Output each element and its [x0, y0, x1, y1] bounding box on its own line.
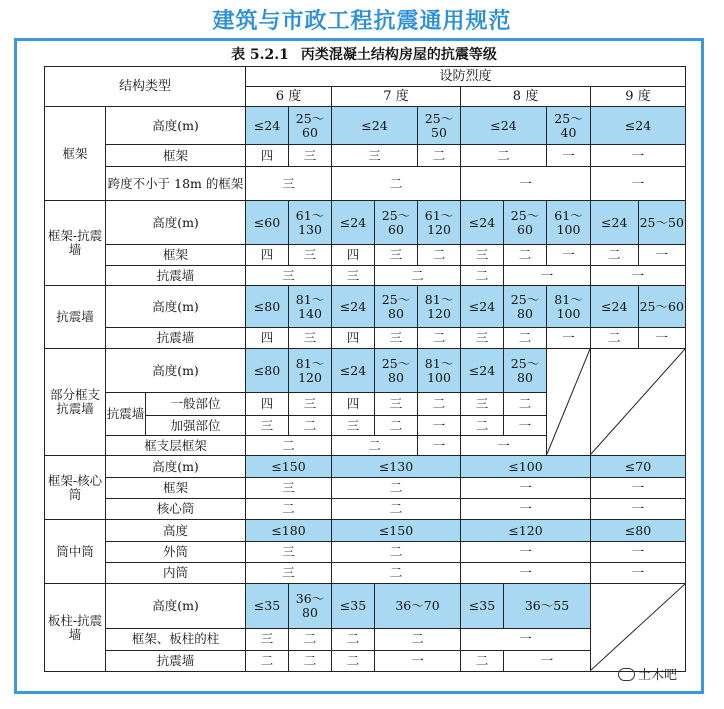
grade-cell: 一: [547, 145, 591, 167]
height-cell: 61～130: [289, 201, 332, 245]
grade-cell: 一: [504, 416, 547, 436]
height-cell: ≤80: [246, 286, 289, 328]
grade-cell: 一: [461, 629, 591, 650]
row-label-frame: 框架: [106, 478, 246, 499]
grade-cell: 三: [246, 629, 289, 650]
row-label-height: 高度(m): [106, 286, 246, 328]
row-label-core: 核心筒: [106, 499, 246, 520]
diagonal-line: [547, 349, 590, 455]
height-cell: 25～60: [375, 201, 418, 245]
grade-cell: 三: [246, 266, 332, 286]
grade-cell: 三: [289, 328, 332, 349]
grade-cell: 二: [418, 328, 461, 349]
diagonal-na-cell: [547, 349, 591, 456]
grade-cell: 二: [591, 328, 639, 349]
height-cell: 25～50: [638, 201, 686, 245]
watermark-text: 土木吧: [638, 668, 678, 683]
height-cell: ≤35: [332, 584, 375, 629]
row-label-strengthened: 加强部位: [146, 416, 246, 436]
row-label-height: 高度(m): [106, 349, 246, 393]
height-cell: ≤24: [332, 201, 375, 245]
height-cell: 25～60: [289, 107, 332, 145]
height-cell: 36～70: [375, 584, 461, 629]
grade-cell: 二: [332, 499, 461, 520]
grade-cell: 二: [461, 266, 504, 286]
grade-cell: 一: [375, 650, 461, 672]
grade-cell: 三: [375, 245, 418, 266]
grade-cell: 一: [461, 563, 591, 584]
sub-label-wall: 抗震墙: [106, 393, 146, 436]
grade-cell: 二: [418, 245, 461, 266]
height-cell: 81～100: [418, 349, 461, 393]
grade-cell: 一: [638, 328, 686, 349]
height-cell: 25～80: [375, 286, 418, 328]
height-cell: ≤100: [461, 456, 591, 478]
grade-cell: 一: [638, 245, 686, 266]
height-cell: 25～80: [504, 349, 547, 393]
grade-cell: 三: [246, 416, 289, 436]
grade-cell: 三: [246, 542, 332, 563]
row-label-general: 一般部位: [146, 393, 246, 416]
grade-cell: 二: [289, 650, 332, 672]
grade-cell: 二: [418, 393, 461, 416]
height-cell: 36～80: [289, 584, 332, 629]
grade-cell: 四: [246, 145, 289, 167]
diagonal-line: [591, 349, 685, 455]
grade-cell: 三: [289, 245, 332, 266]
group-label-frame: 框架: [45, 107, 106, 201]
grade-cell: 二: [504, 393, 547, 416]
grade-cell: 一: [461, 167, 591, 201]
grade-cell: 一: [418, 416, 461, 436]
grade-cell: 二: [375, 416, 418, 436]
grade-cell: 一: [591, 266, 686, 286]
row-label-frame: 框架: [106, 245, 246, 266]
grade-cell: 三: [332, 416, 375, 436]
group-label-partial-frame: 部分框支抗震墙: [45, 349, 106, 456]
grade-cell: 一: [461, 542, 591, 563]
grade-cell: 二: [375, 629, 461, 650]
grade-cell: 二: [504, 245, 547, 266]
grade-cell: 一: [547, 245, 591, 266]
height-cell: ≤24: [332, 349, 375, 393]
height-cell: 25～60: [504, 201, 547, 245]
grade-cell: 四: [246, 393, 289, 416]
table-caption: [44, 44, 684, 64]
height-cell: ≤35: [246, 584, 289, 629]
grade-cell: 三: [289, 145, 332, 167]
height-cell: ≤24: [246, 107, 289, 145]
grade-cell: 一: [461, 499, 591, 520]
grade-cell: 四: [332, 245, 375, 266]
grade-cell: 三: [246, 563, 332, 584]
height-cell: 61～120: [418, 201, 461, 245]
grade-cell: 二: [332, 167, 461, 201]
height-cell: 81～120: [289, 349, 332, 393]
grade-cell: 二: [289, 416, 332, 436]
diagonal-na-cell: [591, 584, 686, 672]
row-label-height: 高度(m): [106, 201, 246, 245]
height-cell: ≤24: [332, 107, 418, 145]
degree-header: 7 度: [332, 87, 461, 107]
grade-cell: 三: [375, 393, 418, 416]
height-cell: ≤24: [591, 107, 686, 145]
grade-cell: 二: [375, 266, 461, 286]
row-label-wall: 抗震墙: [106, 328, 246, 349]
grade-cell: 二: [461, 145, 547, 167]
group-label-frame-core: 框架-核心筒: [45, 456, 106, 520]
grade-cell: 二: [461, 650, 504, 672]
grade-cell: 二: [332, 542, 461, 563]
grade-cell: 一: [591, 542, 686, 563]
grade-cell: 二: [246, 436, 332, 456]
grade-cell: 一: [591, 145, 686, 167]
grade-cell: 二: [418, 145, 461, 167]
grade-cell: 一: [504, 266, 591, 286]
height-cell: ≤24: [591, 201, 639, 245]
intensity-header: 设防烈度: [246, 67, 686, 87]
grade-cell: 二: [332, 650, 375, 672]
row-label-inner: 内筒: [106, 563, 246, 584]
height-cell: ≤150: [332, 520, 461, 542]
seismic-grade-table: [44, 66, 686, 672]
height-cell: 61～100: [547, 201, 591, 245]
grade-cell: 二: [246, 650, 289, 672]
grade-cell: 一: [591, 499, 686, 520]
degree-header: 6 度: [246, 87, 332, 107]
diagonal-na-cell: [591, 349, 686, 456]
grade-cell: 一: [504, 650, 591, 672]
height-cell: ≤24: [461, 349, 504, 393]
height-cell: ≤70: [591, 456, 686, 478]
row-label-large-span: 跨度不小于 18m 的框架: [106, 167, 246, 201]
height-cell: 25～80: [375, 349, 418, 393]
row-label-slab-column: 框架、板柱的柱: [106, 629, 246, 650]
height-cell: ≤24: [461, 201, 504, 245]
height-cell: 81～120: [418, 286, 461, 328]
row-label-frame: 框架: [106, 145, 246, 167]
grade-cell: 二: [504, 328, 547, 349]
degree-header: 9 度: [591, 87, 686, 107]
grade-cell: 一: [591, 563, 686, 584]
height-cell: ≤24: [461, 107, 547, 145]
height-cell: ≤180: [246, 520, 332, 542]
height-cell: ≤24: [461, 286, 504, 328]
grade-cell: 三: [375, 328, 418, 349]
row-label-wall: 抗震墙: [106, 266, 246, 286]
grade-cell: 二: [591, 245, 639, 266]
grade-cell: 一: [461, 436, 547, 456]
table-number: 表 5.2.1: [231, 47, 289, 63]
grade-cell: 二: [332, 629, 375, 650]
grade-cell: 一: [418, 436, 461, 456]
grade-cell: 二: [332, 436, 418, 456]
structure-type-header: 结构类型: [45, 67, 246, 107]
table-title: 丙类混凝土结构房屋的抗震等级: [300, 47, 497, 63]
height-cell: ≤80: [246, 349, 289, 393]
row-label-outer: 外筒: [106, 542, 246, 563]
grade-cell: 三: [289, 393, 332, 416]
watermark: [618, 664, 677, 683]
height-cell: ≤60: [246, 201, 289, 245]
row-label-height: 高度(m): [106, 107, 246, 145]
height-cell: ≤130: [332, 456, 461, 478]
group-label-shear-wall: 抗震墙: [45, 286, 106, 349]
grade-cell: 三: [246, 167, 332, 201]
grade-cell: 三: [461, 328, 504, 349]
row-label-wall: 抗震墙: [106, 650, 246, 672]
grade-cell: 四: [246, 328, 289, 349]
grade-cell: 一: [547, 328, 591, 349]
row-label-height: 高度(m): [106, 456, 246, 478]
height-cell: ≤24: [591, 286, 639, 328]
height-cell: 25～40: [547, 107, 591, 145]
grade-cell: 三: [461, 393, 504, 416]
grade-cell: 四: [332, 328, 375, 349]
height-cell: 25～60: [638, 286, 686, 328]
grade-cell: 二: [289, 629, 332, 650]
row-label-height: 高度: [106, 520, 246, 542]
height-cell: 25～50: [418, 107, 461, 145]
grade-cell: 一: [591, 478, 686, 499]
height-cell: ≤150: [246, 456, 332, 478]
group-label-slab-column: 板柱-抗震墙: [45, 584, 106, 672]
chat-bubble-icon: [618, 668, 635, 681]
height-cell: ≤120: [461, 520, 591, 542]
grade-cell: 三: [246, 478, 332, 499]
grade-cell: 一: [591, 167, 686, 201]
height-cell: 36～55: [504, 584, 591, 629]
row-label-transfer: 框支层框架: [106, 436, 246, 456]
grade-cell: 二: [461, 416, 504, 436]
grade-cell: 一: [461, 478, 591, 499]
degree-header: 8 度: [461, 87, 591, 107]
diagonal-line: [591, 584, 685, 671]
height-cell: ≤80: [591, 520, 686, 542]
height-cell: ≤24: [332, 286, 375, 328]
grade-cell: 三: [461, 245, 504, 266]
group-label-frame-wall: 框架-抗震墙: [45, 201, 106, 286]
height-cell: 81～100: [547, 286, 591, 328]
height-cell: 25～80: [504, 286, 547, 328]
grade-cell: 三: [332, 266, 375, 286]
row-label-height: 高度(m): [106, 584, 246, 629]
grade-cell: 二: [332, 478, 461, 499]
grade-cell: 四: [246, 245, 289, 266]
grade-cell: 二: [246, 499, 332, 520]
height-cell: ≤35: [461, 584, 504, 629]
group-label-tube-in-tube: 筒中筒: [45, 520, 106, 584]
grade-cell: 四: [332, 393, 375, 416]
grade-cell: 二: [332, 563, 461, 584]
height-cell: 81～140: [289, 286, 332, 328]
grade-cell: 三: [332, 145, 418, 167]
page-title: 建筑与市政工程抗震通用规范: [212, 9, 512, 34]
